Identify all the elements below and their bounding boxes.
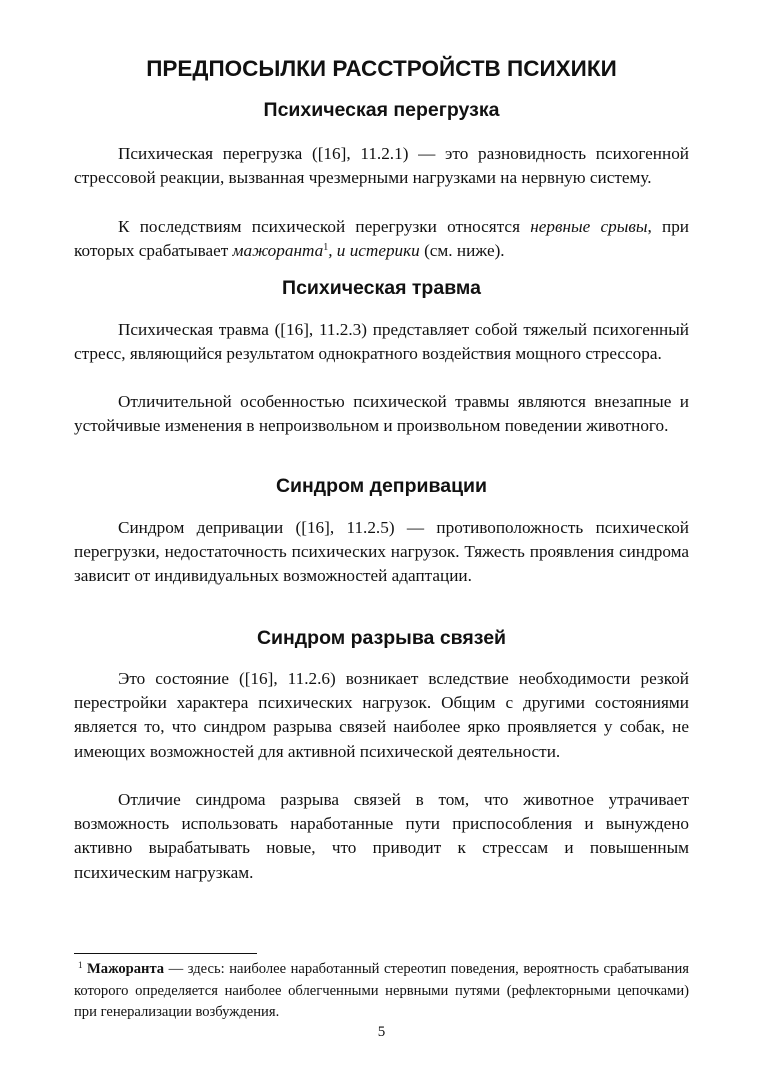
page-number: 5 [377, 1024, 386, 1040]
paragraph: Психическая перегрузка ([16], 11.2.1) — это разновидность психогенной стрессовой реакции, вызванная чрезмерными нагрузками на нервную систему. [74, 144, 689, 188]
page-title: ПРЕДПОСЫЛКИ РАССТРОЙСТВ ПСИХИКИ [146, 56, 617, 81]
section-heading-trauma: Психическая травма [282, 277, 481, 299]
term-majorant: мажоранта [232, 241, 324, 261]
paragraph: Отличительной особенностью психической травмы являются внезапные и устойчивые изменения в непроизвольном и произвольном поведении животного. [74, 392, 689, 436]
paragraph: Это состояние ([16], 11.2.6) возникает вследствие необходимости резкой перестройки характера психических нагрузок. Общим с другими состояниями является то, что синдром разрыва связей наиболее ярко проявляется у собак, не имеющих возможностей для активной психической деятельности. [74, 669, 689, 761]
term-hysterics: истерики [349, 241, 420, 261]
paragraph: Отличие синдрома разрыва связей в том, что животное утрачивает возможность использовать наработанные пути приспособления и вынуждено активно вырабатывать новые, что приводит к стрессам и повышенным психическим нагрузкам. [74, 790, 689, 882]
footnote-term: Мажоранта [87, 961, 165, 977]
section-heading-deprivation: Синдром депривации [275, 475, 488, 497]
section-heading-overload: Психическая перегрузка [263, 99, 500, 121]
paragraph: К последствиям психической перегрузки относятся нервные срывы, при которых срабатывает мажоранта$^1$, и истерики (см. ниже). [74, 217, 689, 261]
section-heading-disconnection: Синдром разрыва связей [256, 627, 507, 649]
footnote-reference[interactable]: 1 [323, 242, 329, 254]
footnote-number: 1 [78, 960, 83, 970]
paragraph: Синдром депривации ([16], 11.2.5) — противоположность психической перегрузки, недостаточность психических нагрузок. Тяжесть проявления синдрома зависит от индивидуальных возможностей адаптации. [74, 518, 689, 586]
footnote: $^1$ Мажоранта — здесь: наиболее наработанный стереотип поведения, вероятность срабатывания которого определяется наиболее облегченными нервными путями (рефлекторными цепочками) при генерализации возбуждения. [74, 960, 689, 1020]
paragraph: Психическая травма ([16], 11.2.3) представляет собой тяжелый психогенный стресс, являющийся результатом однократного воздействия мощного стрессора. [74, 320, 689, 364]
footnote-divider [74, 953, 257, 954]
term-nervous-breakdowns: нервные срывы [530, 217, 648, 236]
